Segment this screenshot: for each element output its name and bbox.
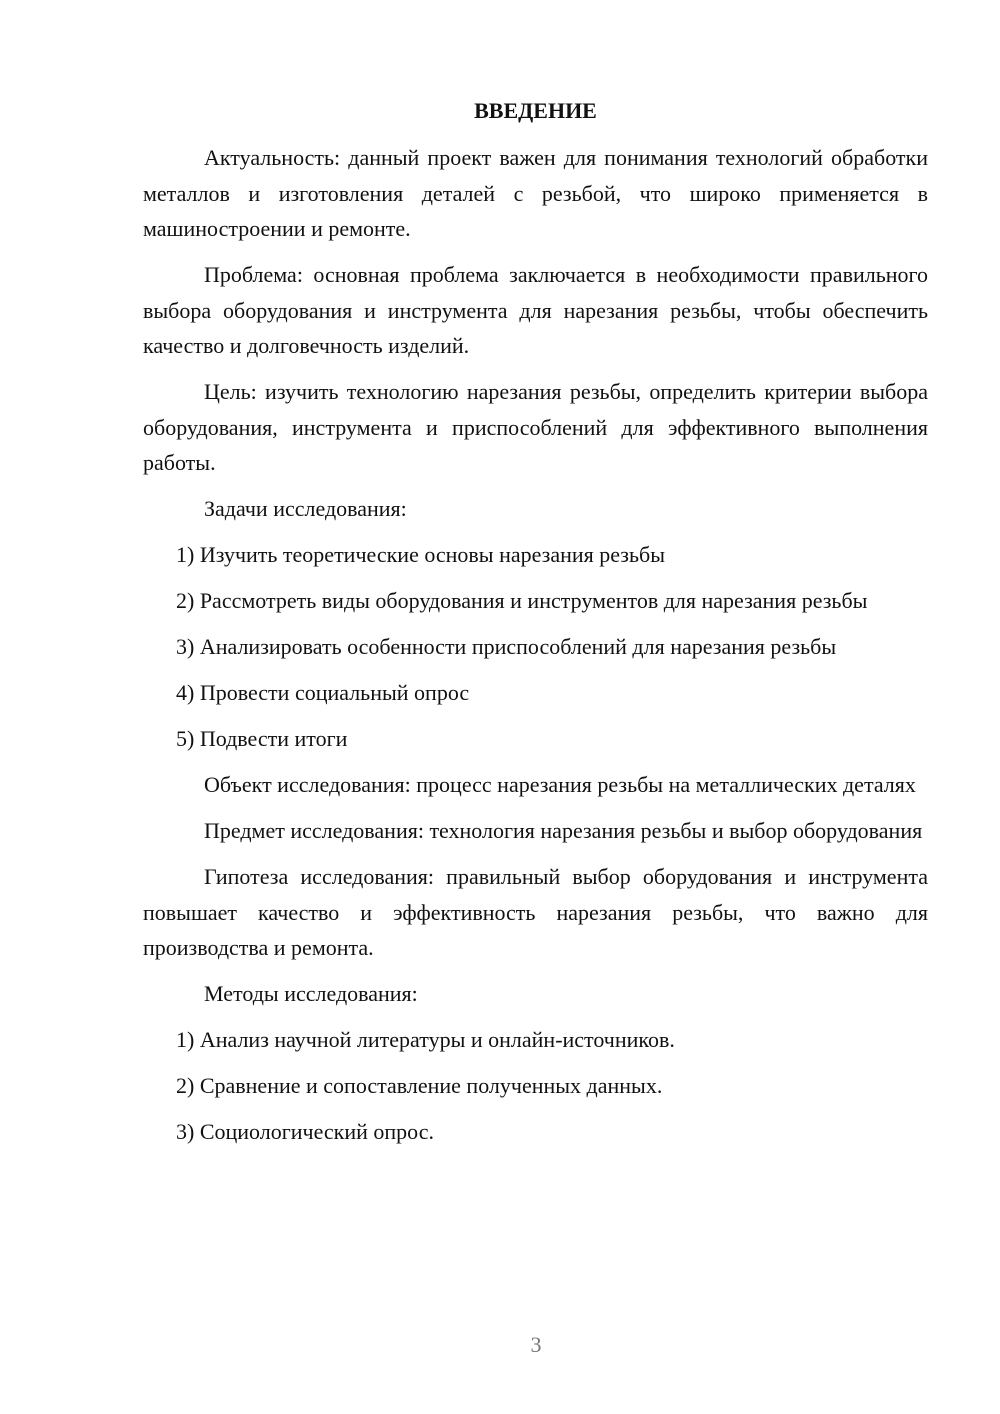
paragraph-goal: Цель: изучить технологию нарезания резьбы, определить критерии выбора оборудования, инструмента и приспособлений для эффективного выполнения работы.	[143, 379, 928, 475]
task-item-4: 4) Провести социальный опрос	[176, 680, 470, 705]
document-body	[143, 96, 928, 1160]
method-item-3: 3) Социологический опрос.	[176, 1119, 434, 1144]
paragraph-object: Объект исследования: процесс нарезания резьбы на металлических деталях	[204, 772, 916, 797]
method-item-2: 2) Сравнение и сопоставление полученных данных.	[176, 1073, 663, 1098]
task-item-2: 2) Рассмотреть виды оборудования и инструментов для нарезания резьбы	[176, 588, 868, 613]
methods-title: Методы исследования:	[204, 981, 418, 1006]
method-item-1: 1) Анализ научной литературы и онлайн-источников.	[176, 1027, 675, 1052]
task-item-3: 3) Анализировать особенности приспособлений для нарезания резьбы	[176, 634, 837, 659]
page-number: 3	[530, 1332, 542, 1357]
task-item-5: 5) Подвести итоги	[176, 726, 348, 751]
task-item-1: 1) Изучить теоретические основы нарезания резьбы	[176, 542, 666, 567]
paragraph-hypothesis: Гипотеза исследования: правильный выбор оборудования и инструмента повышает качество и эффективность нарезания резьбы, что важно для производства и ремонта.	[143, 864, 928, 960]
paragraph-problem: Проблема: основная проблема заключается в необходимости правильного выбора оборудования и инструмента для нарезания резьбы, чтобы обеспечить качество и долговечность изделий.	[143, 262, 928, 358]
tasks-title: Задачи исследования:	[204, 496, 407, 521]
paragraph-relevance: Актуальность: данный проект важен для понимания технологий обработки металлов и изготовления деталей с резьбой, что широко применяется в машиностроении и ремонте.	[143, 145, 928, 241]
section-heading: ВВЕДЕНИЕ	[474, 98, 597, 123]
paragraph-subject: Предмет исследования: технология нарезания резьбы и выбор оборудования	[204, 818, 923, 843]
